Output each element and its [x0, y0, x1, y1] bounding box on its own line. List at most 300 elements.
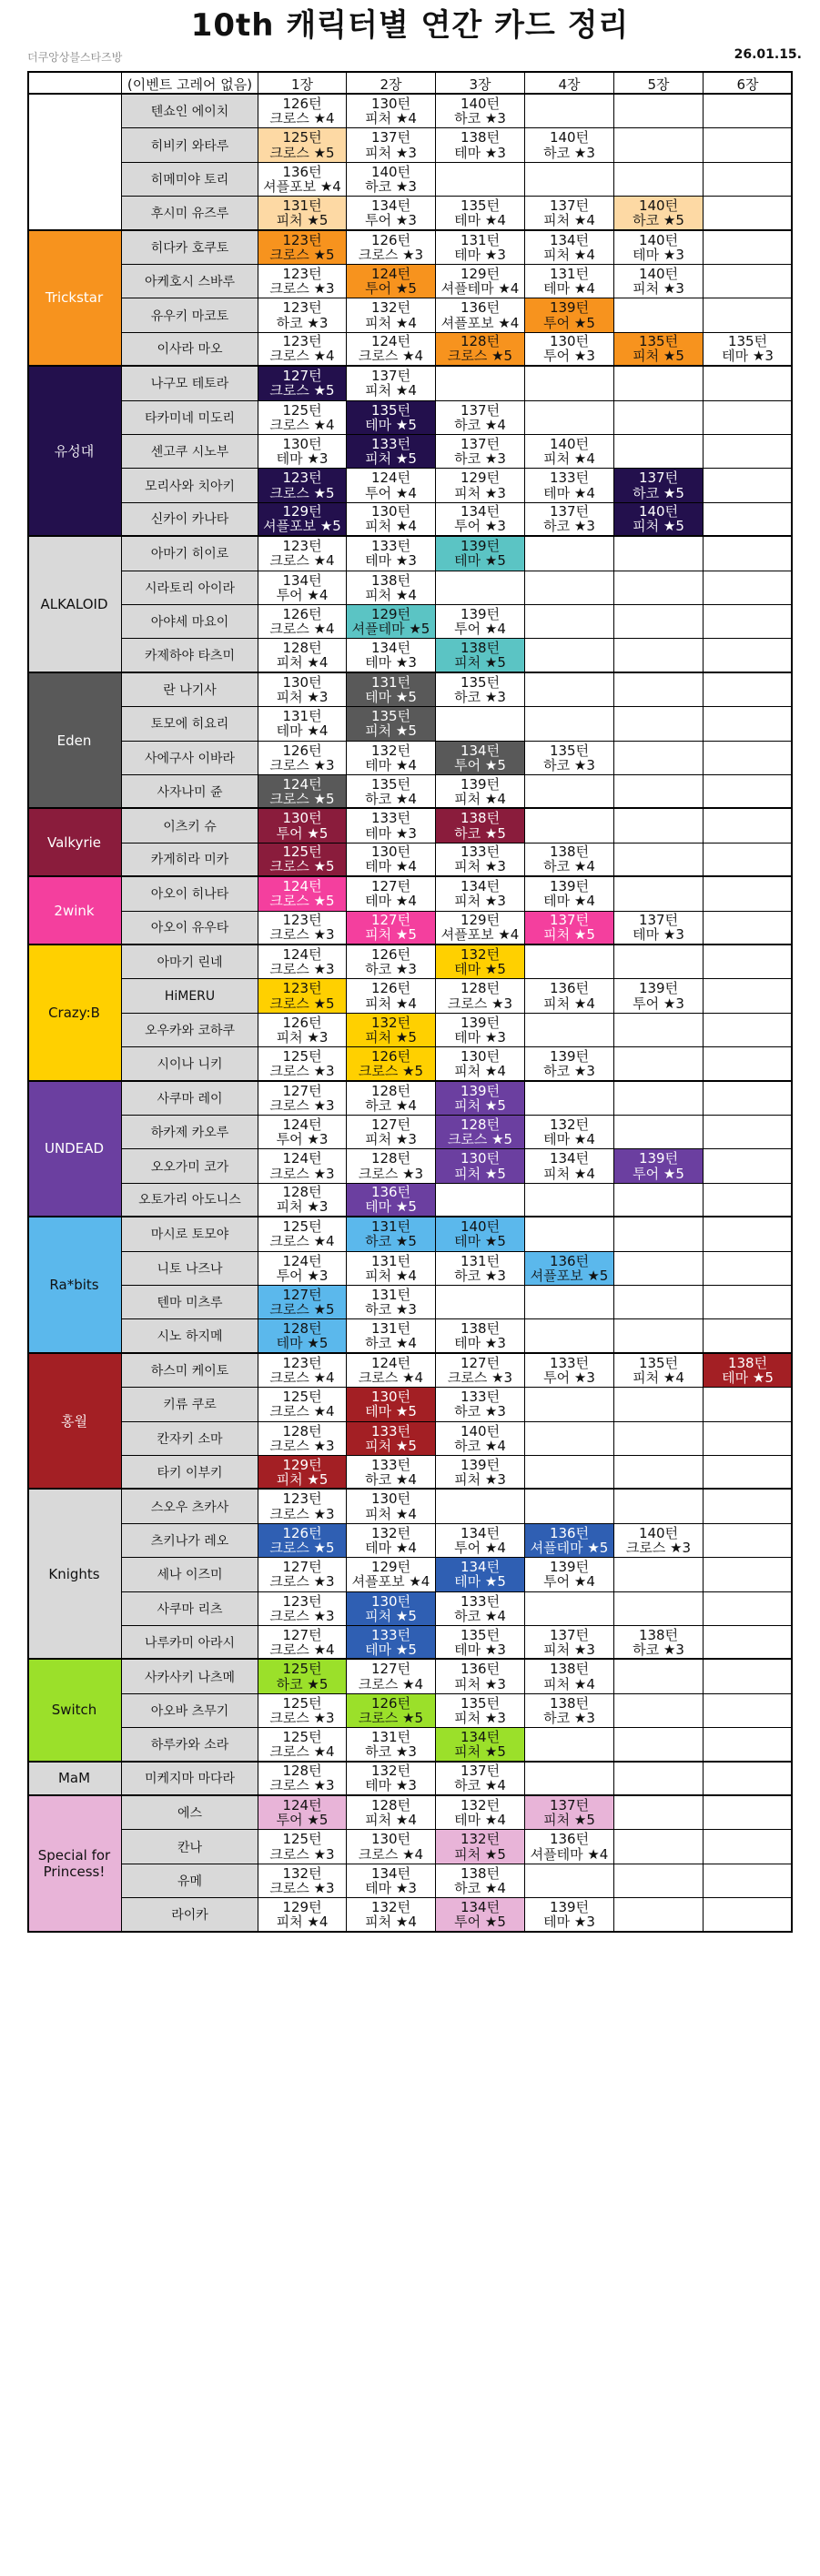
card-cell: [258, 571, 347, 605]
card-turn: 137턴: [638, 470, 679, 487]
card-turn: 123턴: [282, 231, 322, 248]
card-turn: 138턴: [460, 639, 501, 656]
card-type-rarity: 피처 ★5: [276, 1470, 329, 1488]
card-turn: 130턴: [370, 96, 411, 112]
empty-card-cell: [704, 95, 793, 128]
member-name: 란 나기사: [122, 673, 258, 707]
card-type-rarity: 피처 ★5: [454, 1096, 506, 1114]
card-turn: 123턴: [282, 538, 322, 555]
card-cell: [258, 1830, 347, 1864]
card-turn: 126턴: [282, 96, 322, 112]
card-type-rarity: 크로스 ★3: [269, 926, 335, 944]
card-type-rarity: 테마 ★3: [454, 1335, 506, 1352]
card-turn: 134턴: [460, 1559, 501, 1576]
card-cell: [525, 1558, 614, 1591]
card-turn: 128턴: [370, 1082, 411, 1099]
header-note: (이벤트 고레어 없음): [122, 71, 258, 95]
card-turn: 125턴: [282, 1728, 322, 1745]
card-turn: 128턴: [370, 1150, 411, 1167]
card-cell: [347, 673, 436, 707]
empty-card-cell: [704, 1592, 793, 1626]
card-turn: 125턴: [282, 1218, 322, 1236]
card-cell: [347, 945, 436, 979]
member-name: 아마기 린네: [122, 945, 258, 979]
card-cell: [436, 197, 525, 230]
card-turn: 129턴: [460, 266, 501, 282]
card-turn: 124턴: [282, 1797, 322, 1813]
card-type-rarity: 테마 ★3: [454, 144, 506, 161]
card-type-rarity: 피처 ★5: [454, 1845, 506, 1863]
card-turn: 130턴: [370, 1831, 411, 1848]
empty-card-cell: [525, 1286, 614, 1319]
card-turn: 131턴: [370, 1319, 411, 1337]
card-cell: [347, 1898, 436, 1932]
card-type-rarity: 하코 ★5: [276, 1675, 329, 1692]
card-type-rarity: 피처 ★5: [365, 1607, 417, 1624]
card-cell: [436, 1728, 525, 1762]
card-type-rarity: 피처 ★3: [454, 1709, 506, 1726]
empty-card-cell: [704, 435, 793, 469]
card-cell: [525, 1626, 614, 1660]
card-turn: 124턴: [370, 470, 411, 487]
card-turn: 124턴: [282, 1116, 322, 1133]
member-name: 하카제 카오루: [122, 1116, 258, 1149]
card-type-rarity: 하코 ★3: [543, 1709, 595, 1726]
card-type-rarity: 크로스 ★5: [269, 858, 335, 875]
empty-card-cell: [614, 1047, 704, 1081]
card-turn: 133턴: [370, 1456, 411, 1473]
empty-card-cell: [704, 1217, 793, 1251]
card-type-rarity: 투어 ★3: [365, 211, 417, 228]
card-cell: [436, 775, 525, 809]
empty-card-cell: [614, 1319, 704, 1353]
card-type-rarity: 셔플포보 ★4: [351, 1573, 430, 1591]
card-cell: [347, 571, 436, 605]
card-turn: 125턴: [282, 1661, 322, 1678]
card-turn: 137턴: [370, 368, 411, 385]
card-cell: [347, 742, 436, 775]
card-cell: [436, 1660, 525, 1693]
card-cell: [258, 469, 347, 502]
card-cell: [258, 128, 347, 162]
card-type-rarity: 피처 ★4: [365, 1505, 417, 1522]
empty-card-cell: [614, 945, 704, 979]
card-cell: [525, 912, 614, 945]
card-cell: [347, 1184, 436, 1217]
empty-card-cell: [704, 163, 793, 197]
member-name: 하스미 케이토: [122, 1354, 258, 1388]
card-turn: 131턴: [282, 708, 322, 725]
card-type-rarity: 셔플테마 ★5: [351, 621, 430, 638]
card-cell: [258, 1252, 347, 1286]
card-cell: [436, 1694, 525, 1728]
card-cell: [347, 1830, 436, 1864]
member-name: 히비키 와타루: [122, 128, 258, 162]
empty-card-cell: [704, 639, 793, 672]
card-type-rarity: 크로스 ★5: [447, 1131, 513, 1148]
card-turn: 132턴: [370, 1898, 411, 1915]
card-turn: 133턴: [549, 470, 590, 487]
member-name: 이츠키 슈: [122, 809, 258, 843]
card-turn: 133턴: [370, 1626, 411, 1643]
card-turn: 129턴: [282, 1898, 322, 1915]
member-name: 나구모 테토라: [122, 367, 258, 400]
card-turn: 134턴: [460, 503, 501, 520]
card-type-rarity: 테마 ★4: [543, 893, 595, 910]
group-label: Knights: [27, 1490, 122, 1660]
empty-card-cell: [704, 503, 793, 537]
empty-card-cell: [614, 809, 704, 843]
card-type-rarity: 테마 ★3: [633, 246, 684, 263]
card-turn: 139턴: [460, 538, 501, 555]
card-type-rarity: 투어 ★5: [633, 1165, 684, 1182]
card-cell: [347, 1082, 436, 1116]
card-cell: [258, 1626, 347, 1660]
card-turn: 124턴: [370, 266, 411, 282]
card-turn: 130턴: [549, 333, 590, 350]
group-label: Switch: [27, 1660, 122, 1762]
card-turn: 132턴: [370, 1524, 411, 1541]
card-cell: [525, 1694, 614, 1728]
card-cell: [436, 1524, 525, 1558]
member-name: 아오이 유우타: [122, 912, 258, 945]
card-type-rarity: 하코 ★4: [365, 790, 417, 807]
empty-card-cell: [614, 1217, 704, 1251]
empty-card-cell: [704, 1388, 793, 1421]
member-name: 유우키 마코토: [122, 298, 258, 332]
empty-card-cell: [525, 945, 614, 979]
card-type-rarity: 테마 ★4: [365, 1539, 417, 1556]
card-cell: [258, 401, 347, 435]
card-turn: 127턴: [370, 878, 411, 895]
card-type-rarity: 투어 ★3: [454, 518, 506, 535]
card-cell: [525, 231, 614, 265]
card-cell: [436, 639, 525, 672]
empty-card-cell: [614, 775, 704, 809]
card-type-rarity: 크로스 ★5: [269, 790, 335, 807]
card-turn: 135턴: [460, 673, 501, 691]
card-turn: 133턴: [370, 538, 411, 555]
card-cell: [258, 1354, 347, 1388]
empty-card-cell: [525, 1763, 614, 1796]
card-type-rarity: 테마 ★5: [365, 688, 417, 705]
member-name: 시노 하지메: [122, 1319, 258, 1353]
empty-card-cell: [525, 571, 614, 605]
card-cell: [436, 298, 525, 332]
group-label: 유성대: [27, 367, 122, 537]
empty-card-cell: [436, 571, 525, 605]
card-type-rarity: 테마 ★4: [543, 280, 595, 298]
card-type-rarity: 하코 ★4: [365, 1096, 417, 1114]
card-type-rarity: 투어 ★5: [454, 1913, 506, 1930]
card-type-rarity: 투어 ★4: [365, 484, 417, 501]
card-turn: 131턴: [370, 1287, 411, 1303]
group-label: Ra*bits: [27, 1217, 122, 1354]
card-cell: [258, 1014, 347, 1047]
empty-card-cell: [614, 1014, 704, 1047]
card-cell: [436, 1354, 525, 1388]
empty-card-cell: [704, 775, 793, 809]
card-type-rarity: 크로스 ★3: [269, 1505, 335, 1522]
card-turn: 134턴: [460, 1524, 501, 1541]
empty-card-cell: [614, 1082, 704, 1116]
card-cell: [614, 979, 704, 1013]
empty-card-cell: [704, 945, 793, 979]
card-turn: 129턴: [370, 1559, 411, 1576]
card-type-rarity: 크로스 ★3: [269, 1062, 335, 1079]
card-cell: [258, 1422, 347, 1456]
card-type-rarity: 피처 ★4: [633, 1369, 684, 1386]
card-type-rarity: 크로스 ★3: [269, 1607, 335, 1624]
card-type-rarity: 피처 ★3: [454, 858, 506, 875]
empty-card-cell: [614, 1286, 704, 1319]
card-table: [27, 71, 793, 1933]
card-turn: 139턴: [638, 980, 679, 997]
card-turn: 135턴: [549, 742, 590, 759]
card-cell: [347, 1286, 436, 1319]
card-cell: [436, 1796, 525, 1830]
card-turn: 123턴: [282, 333, 322, 350]
empty-card-cell: [525, 639, 614, 672]
card-turn: 123턴: [282, 1592, 322, 1610]
card-cell: [704, 333, 793, 367]
card-cell: [436, 1763, 525, 1796]
member-name: HiMERU: [122, 979, 258, 1013]
card-cell: [436, 469, 525, 502]
empty-card-cell: [704, 1014, 793, 1047]
card-cell: [436, 265, 525, 298]
card-cell: [258, 1047, 347, 1081]
card-turn: 128턴: [460, 333, 501, 350]
card-turn: 137턴: [370, 129, 411, 146]
member-name: 아야세 마요이: [122, 605, 258, 639]
card-turn: 138턴: [460, 129, 501, 146]
card-turn: 138턴: [370, 571, 411, 589]
card-turn: 138턴: [460, 1864, 501, 1882]
card-cell: [258, 1592, 347, 1626]
card-cell: [347, 1014, 436, 1047]
card-cell: [436, 1252, 525, 1286]
header-card-col: 3장: [436, 71, 525, 95]
card-turn: 134턴: [282, 571, 322, 589]
empty-card-cell: [525, 1082, 614, 1116]
card-turn: 136턴: [549, 1252, 590, 1269]
card-type-rarity: 크로스 ★5: [269, 382, 335, 399]
card-type-rarity: 투어 ★5: [454, 756, 506, 773]
member-name: 타카미네 미도리: [122, 401, 258, 435]
card-cell: [525, 128, 614, 162]
card-turn: 133턴: [460, 1389, 501, 1406]
card-type-rarity: 투어 ★4: [543, 1573, 595, 1591]
card-type-rarity: 크로스 ★3: [269, 1437, 335, 1454]
card-type-rarity: 크로스 ★3: [447, 1369, 513, 1386]
member-name: 오오가미 코가: [122, 1149, 258, 1183]
card-turn: 127턴: [370, 1116, 411, 1133]
group-label: 홍월: [27, 1354, 122, 1490]
card-cell: [258, 1116, 347, 1149]
card-turn: 133턴: [370, 1422, 411, 1440]
card-cell: [525, 1898, 614, 1932]
card-turn: 126턴: [370, 1694, 411, 1712]
empty-card-cell: [525, 1864, 614, 1898]
empty-card-cell: [704, 401, 793, 435]
card-turn: 133턴: [460, 1592, 501, 1610]
card-type-rarity: 크로스 ★4: [269, 1369, 335, 1386]
empty-card-cell: [436, 367, 525, 400]
card-turn: 125턴: [282, 1047, 322, 1065]
card-cell: [436, 912, 525, 945]
card-cell: [614, 333, 704, 367]
card-cell: [525, 1796, 614, 1830]
card-turn: 123턴: [282, 1490, 322, 1508]
card-type-rarity: 피처 ★4: [543, 450, 595, 468]
card-turn: 135턴: [727, 333, 768, 350]
empty-card-cell: [704, 128, 793, 162]
card-type-rarity: 피처 ★4: [543, 1675, 595, 1692]
card-cell: [258, 1898, 347, 1932]
card-turn: 126턴: [370, 946, 411, 963]
card-type-rarity: 셔플포보 ★4: [440, 926, 520, 944]
member-name: 신카이 카나타: [122, 503, 258, 537]
empty-card-cell: [614, 877, 704, 911]
card-type-rarity: 피처 ★4: [365, 586, 417, 603]
card-cell: [347, 639, 436, 672]
empty-card-cell: [614, 95, 704, 128]
card-cell: [347, 1047, 436, 1081]
card-turn: 124턴: [282, 946, 322, 963]
card-cell: [347, 1796, 436, 1830]
empty-card-cell: [704, 673, 793, 707]
empty-card-cell: [704, 1490, 793, 1523]
empty-card-cell: [704, 1184, 793, 1217]
card-turn: 134턴: [460, 1728, 501, 1745]
card-turn: 124턴: [370, 333, 411, 350]
card-type-rarity: 피처 ★4: [454, 790, 506, 807]
empty-card-cell: [525, 367, 614, 400]
empty-card-cell: [614, 1694, 704, 1728]
card-turn: 138턴: [549, 1694, 590, 1712]
card-turn: 130턴: [370, 1490, 411, 1508]
card-type-rarity: 피처 ★4: [543, 995, 595, 1012]
card-type-rarity: 피처 ★3: [276, 688, 329, 705]
card-type-rarity: 크로스 ★5: [269, 1539, 335, 1556]
card-type-rarity: 테마 ★3: [722, 348, 774, 365]
card-turn: 140턴: [638, 1524, 679, 1541]
card-cell: [525, 1252, 614, 1286]
card-cell: [436, 503, 525, 537]
card-cell: [525, 333, 614, 367]
card-cell: [436, 435, 525, 469]
card-cell: [258, 639, 347, 672]
card-cell: [347, 1864, 436, 1898]
card-cell: [614, 265, 704, 298]
card-turn: 124턴: [282, 1150, 322, 1167]
card-cell: [347, 469, 436, 502]
card-cell: [258, 1149, 347, 1183]
empty-card-cell: [704, 1116, 793, 1149]
card-turn: 125턴: [282, 401, 322, 419]
card-cell: [347, 333, 436, 367]
card-cell: [436, 401, 525, 435]
empty-card-cell: [704, 1558, 793, 1591]
empty-card-cell: [704, 979, 793, 1013]
card-type-rarity: 크로스 ★3: [269, 961, 335, 978]
card-turn: 140턴: [460, 1218, 501, 1236]
card-type-rarity: 피처 ★5: [365, 1437, 417, 1454]
empty-card-cell: [525, 1490, 614, 1523]
member-name: 시라토리 아이라: [122, 571, 258, 605]
empty-card-cell: [614, 1898, 704, 1932]
card-type-rarity: 테마 ★3: [454, 1641, 506, 1658]
card-turn: 137턴: [549, 503, 590, 520]
card-type-rarity: 피처 ★4: [365, 314, 417, 331]
empty-card-cell: [614, 1184, 704, 1217]
card-type-rarity: 피처 ★4: [365, 1812, 417, 1829]
card-cell: [436, 128, 525, 162]
card-cell: [436, 1149, 525, 1183]
member-name: 스오우 츠카사: [122, 1490, 258, 1523]
empty-card-cell: [704, 571, 793, 605]
card-cell: [258, 1660, 347, 1693]
card-type-rarity: 피처 ★5: [454, 654, 506, 672]
card-cell: [347, 605, 436, 639]
card-cell: [258, 707, 347, 741]
card-cell: [258, 367, 347, 400]
card-type-rarity: 크로스 ★3: [269, 1879, 335, 1896]
empty-card-cell: [525, 707, 614, 741]
empty-card-cell: [614, 367, 704, 400]
card-turn: 137턴: [549, 197, 590, 214]
empty-card-cell: [704, 1319, 793, 1353]
card-turn: 131턴: [370, 673, 411, 691]
card-turn: 127턴: [460, 1354, 501, 1371]
card-turn: 126턴: [282, 1014, 322, 1031]
empty-card-cell: [704, 1422, 793, 1456]
card-cell: [258, 877, 347, 911]
card-turn: 123턴: [282, 266, 322, 282]
member-name: 사에구사 이바라: [122, 742, 258, 775]
empty-card-cell: [704, 1830, 793, 1864]
card-cell: [614, 912, 704, 945]
empty-card-cell: [525, 163, 614, 197]
card-type-rarity: 하코 ★4: [365, 1470, 417, 1488]
empty-card-cell: [704, 469, 793, 502]
card-cell: [614, 231, 704, 265]
card-type-rarity: 크로스 ★3: [269, 1165, 335, 1182]
card-cell: [258, 1082, 347, 1116]
card-type-rarity: 하코 ★4: [454, 416, 506, 433]
card-type-rarity: 하코 ★3: [365, 1743, 417, 1760]
card-cell: [436, 877, 525, 911]
card-turn: 140턴: [638, 503, 679, 520]
card-type-rarity: 피처 ★4: [543, 246, 595, 263]
card-type-rarity: 하코 ★5: [633, 484, 684, 501]
card-turn: 137턴: [549, 1626, 590, 1643]
card-type-rarity: 피처 ★5: [365, 450, 417, 468]
card-type-rarity: 테마 ★3: [365, 824, 417, 842]
card-cell: [525, 503, 614, 537]
card-turn: 132턴: [370, 1014, 411, 1031]
card-type-rarity: 하코 ★5: [633, 211, 684, 228]
card-cell: [258, 537, 347, 571]
member-name: 마시로 토모야: [122, 1217, 258, 1251]
card-turn: 133턴: [549, 1354, 590, 1371]
card-cell: [436, 1388, 525, 1421]
empty-card-cell: [436, 707, 525, 741]
card-cell: [258, 1286, 347, 1319]
empty-card-cell: [704, 809, 793, 843]
card-type-rarity: 피처 ★5: [454, 1165, 506, 1182]
